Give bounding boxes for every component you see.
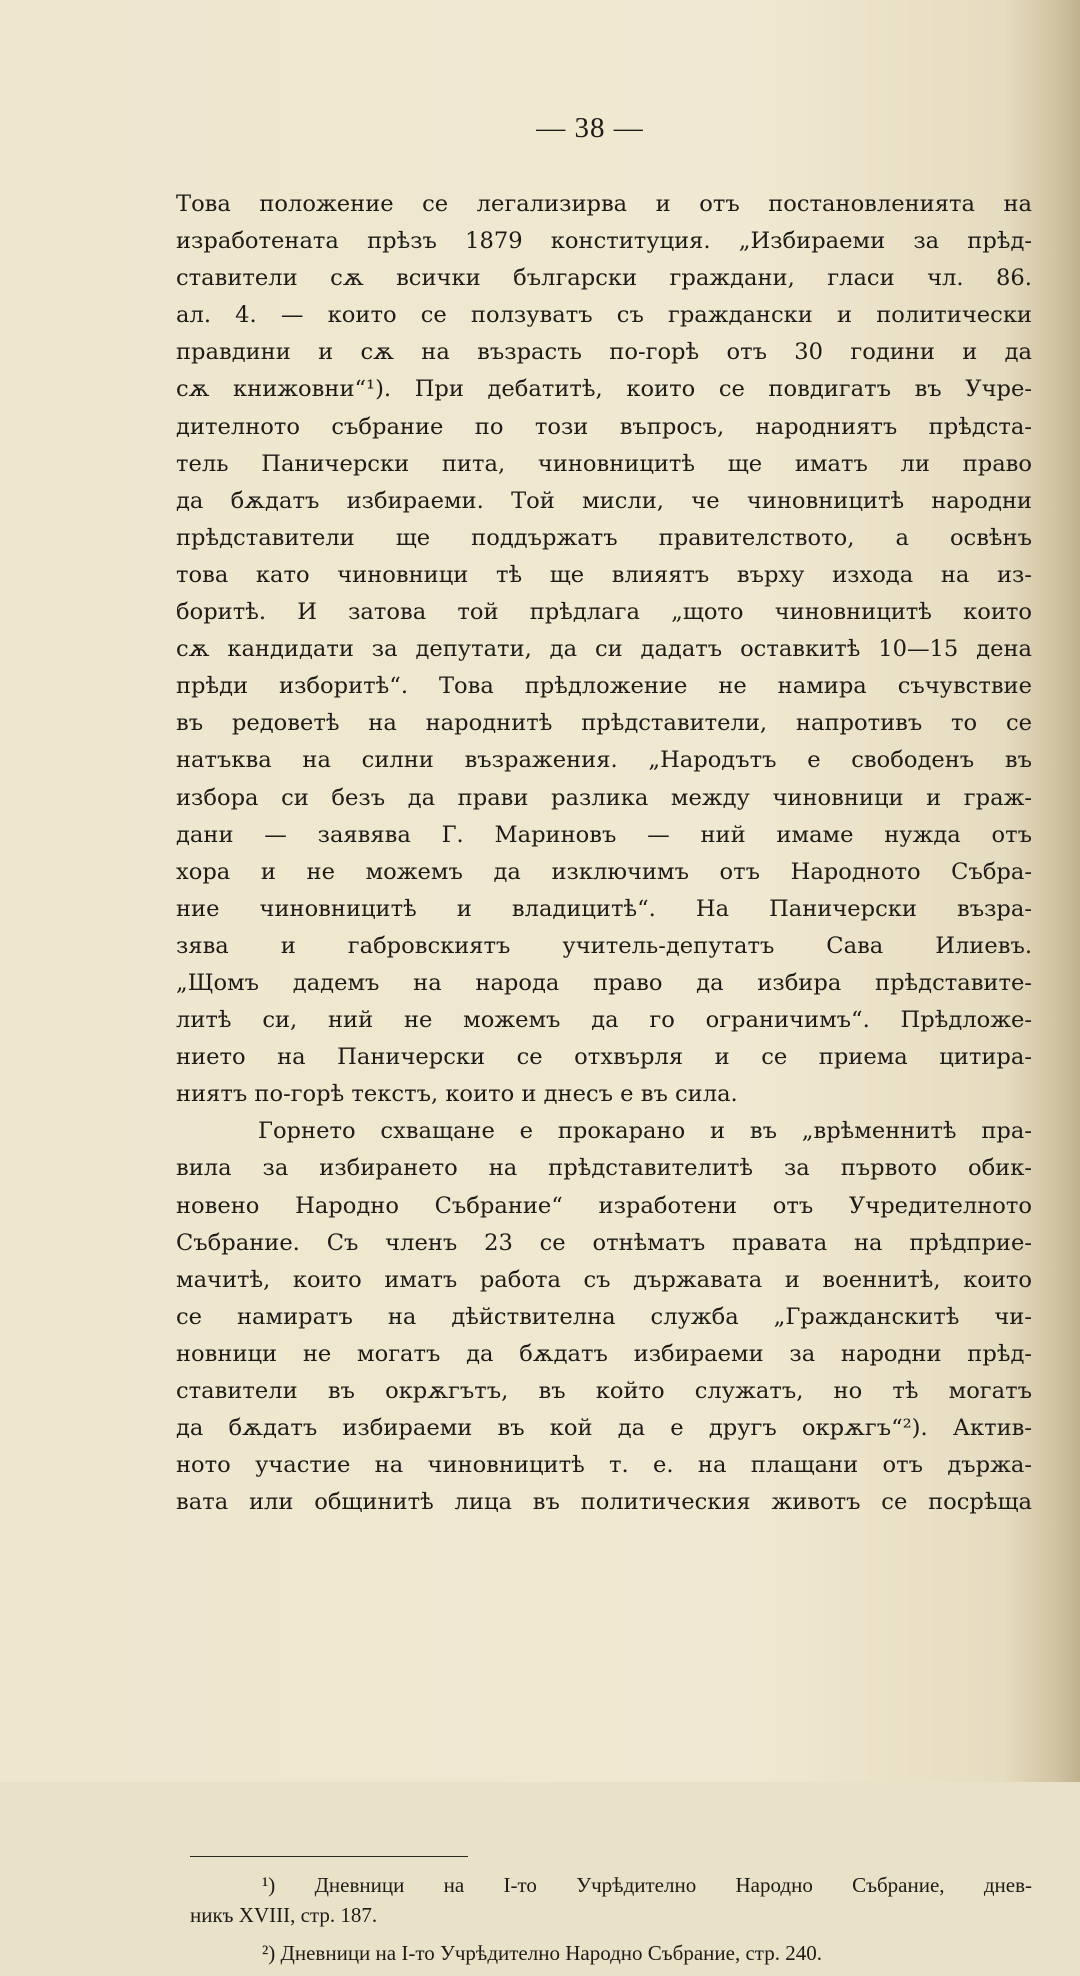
text-line: натъква на силни възражения. „Народътъ е свободенъ въ xyxy=(176,747,1032,774)
footnote-2 xyxy=(190,1938,1032,1968)
text-line: дителното събрание по този въпросъ, народниятъ прѣдста- xyxy=(176,413,1032,440)
text-line: ното участие на чиновницитѣ т. е. на плащани отъ държа- xyxy=(176,1452,1032,1479)
text-line: хора и не можемъ да изключимъ отъ Народното Събра- xyxy=(176,858,1032,885)
text-line: сѫ книжовни“¹). При дебатитѣ, които се повдигатъ въ Учре- xyxy=(176,376,1032,403)
text-line: въ редоветѣ на народнитѣ прѣдставители, напротивъ то се xyxy=(176,710,1032,737)
footnote-text: Дневници на I-то Учрѣдително Народно Събрание, стр. 240. xyxy=(280,1941,822,1965)
text-line: се намиратъ на дѣйствителна служба „Гражданскитѣ чи- xyxy=(176,1303,1032,1330)
text-line: да бѫдатъ избираеми въ кой да е другъ окрѫгъ“²). Актив- xyxy=(176,1415,1032,1442)
text-line: ниятъ по-горѣ текстъ, които и днесъ е въ сила. xyxy=(176,1081,738,1108)
text-line: зява и габровскиятъ учитель-депутатъ Сава Илиевъ. xyxy=(176,932,1032,959)
text-line: Събрание. Съ членъ 23 се отнѣматъ правата на прѣдприе- xyxy=(176,1229,1032,1256)
text-line: прѣди изборитѣ“. Това прѣдложение не намира съчувствие xyxy=(176,673,1032,700)
text-line: вата или общинитѣ лица въ политическия животъ се посрѣща xyxy=(176,1489,1032,1516)
text-line: тель Паничерски пита, чиновницитѣ ще иматъ ли право xyxy=(176,450,1032,477)
text-line: изработената прѣзъ 1879 конституция. „Избираеми за прѣд- xyxy=(176,228,1032,255)
text-line: „Щомъ дадемъ на народа право да избира прѣдставите- xyxy=(176,969,1032,996)
footnote-divider xyxy=(190,1856,468,1857)
text-line: мачитѣ, които иматъ работа съ държавата и военнитѣ, които xyxy=(176,1266,1032,1293)
text-line: избора си безъ да прави разлика между чиновници и граж- xyxy=(176,784,1032,811)
text-line: новници не могатъ да бѫдатъ избираеми за народни прѣд- xyxy=(176,1340,1032,1367)
text-line: ние чиновницитѣ и владицитѣ“. На Паничерски възра- xyxy=(176,895,1032,922)
footnote-line xyxy=(190,1938,1032,1968)
text-line: нието на Паничерски се отхвърля и се приема цитира- xyxy=(176,1044,1032,1071)
text-line: това като чиновници тѣ ще влияятъ върху изхода на из- xyxy=(176,561,1032,588)
text-line: дани — заявява Г. Мариновъ — ний имаме нужда отъ xyxy=(176,821,1032,848)
footnote-line xyxy=(190,1870,1032,1900)
text-line: литѣ си, ний не можемъ да го ограничимъ“. Прѣдложе- xyxy=(176,1007,1032,1034)
page-number: — 38 — xyxy=(536,112,644,144)
paragraph-1 xyxy=(176,186,1032,1113)
text-line: ставители въ окрѫгътъ, въ който служатъ, но тѣ могатъ xyxy=(176,1378,1032,1404)
footnote-marker: ¹) xyxy=(262,1873,276,1897)
text-line: да бѫдатъ избираеми. Той мисли, че чиновницитѣ народни xyxy=(176,487,1032,514)
text-line: прѣдставители ще поддържатъ правителството, а освѣнъ xyxy=(176,524,1032,551)
text-line: правдини и сѫ на възрасть по-горѣ отъ 30 години и да xyxy=(176,339,1032,366)
text-line: ставители сѫ всички български граждани, гласи чл. 86. xyxy=(176,265,1032,292)
text-line: вила за избирането на прѣдставителитѣ за първото обик- xyxy=(176,1155,1032,1182)
text-line: новено Народно Събрание“ изработени отъ Учредителното xyxy=(176,1192,1032,1219)
text-line: сѫ кандидати за депутати, да си дадатъ оставкитѣ 10—15 дена xyxy=(176,636,1032,663)
text-line: Горнето схващане е прокарано и въ „врѣменнитѣ пра- xyxy=(258,1118,1032,1145)
text-line: боритѣ. И затова той прѣдлага „щото чиновницитѣ които xyxy=(176,599,1032,626)
text-line: Това положение се легализирва и отъ постановленията на xyxy=(176,191,1032,217)
body-text xyxy=(176,186,1032,1521)
footnote-line: никъ XVIII, стр. 187. xyxy=(190,1903,378,1927)
footnotes xyxy=(190,1870,1032,1976)
text-line: ал. 4. — които се ползуватъ съ граждански и политически xyxy=(176,302,1032,329)
footnote-text: Дневници на I-то Учрѣдително Народно Събрание, днев- xyxy=(314,1873,1033,1897)
footnote-1 xyxy=(190,1870,1032,1930)
paragraph-2 xyxy=(176,1113,1032,1521)
footnote-marker: ²) xyxy=(262,1941,276,1965)
